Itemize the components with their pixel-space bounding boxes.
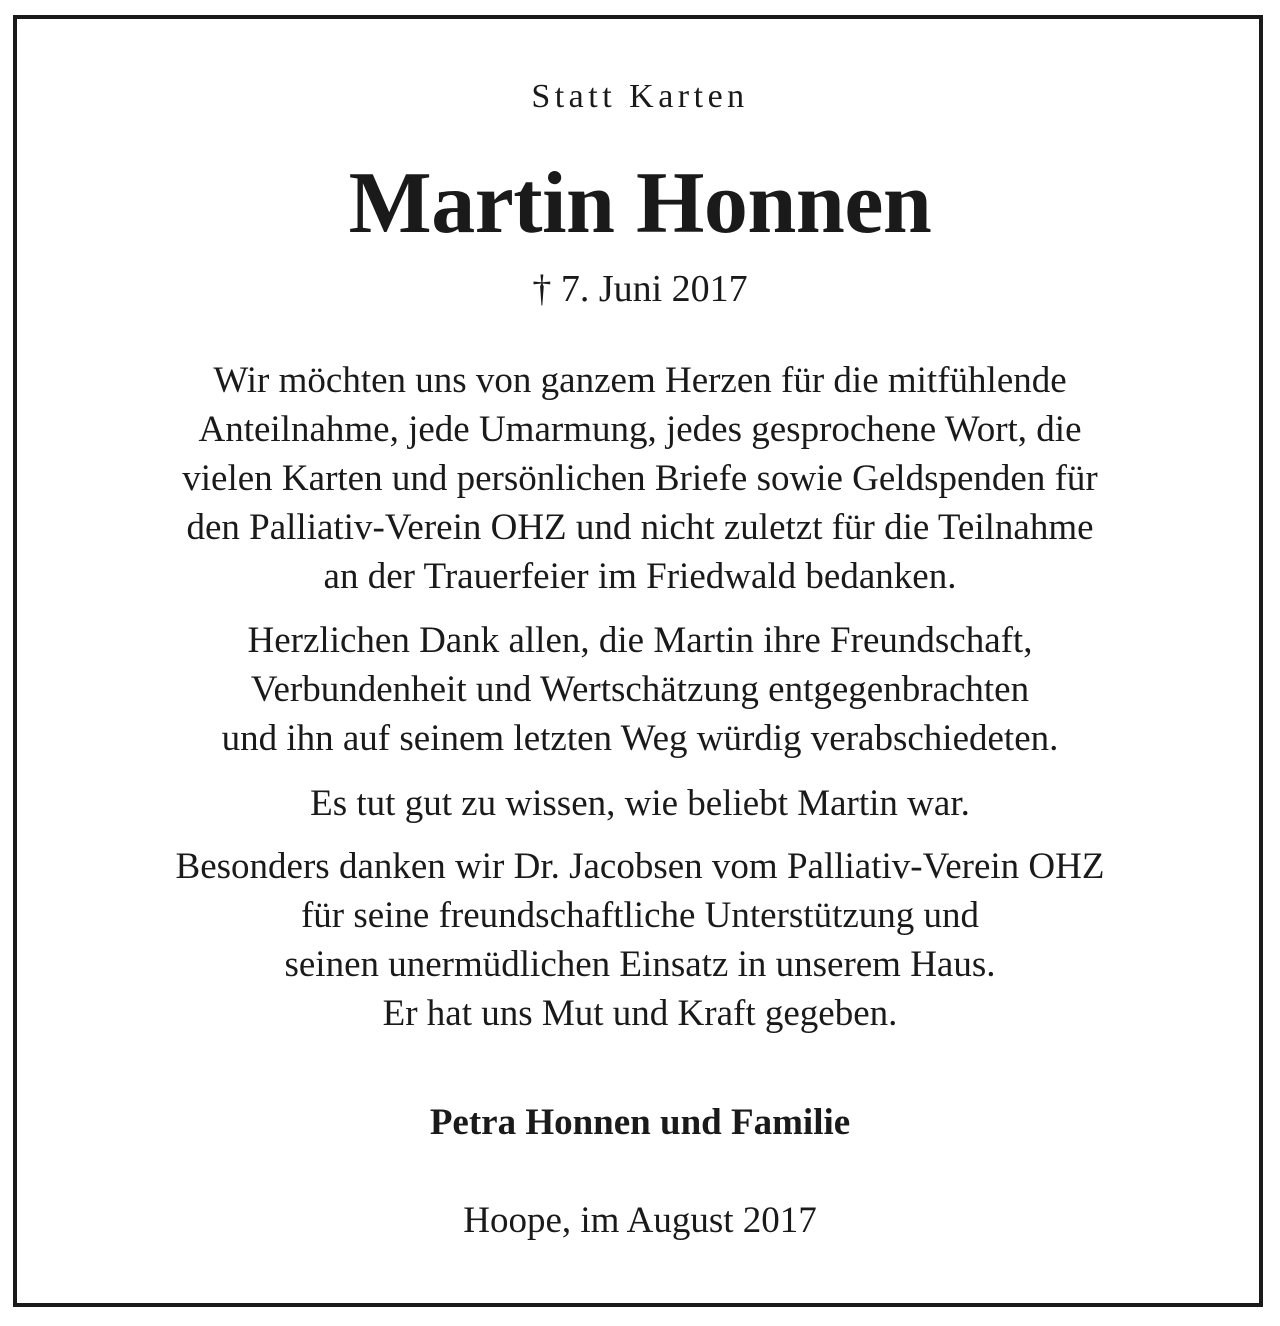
body-line: Wir möchten uns von ganzem Herzen für die mitfühlende	[213, 360, 1067, 401]
body-line: den Palliativ-Verein OHZ und nicht zuletzt für die Teilnahme	[186, 507, 1094, 548]
deceased-name: Martin Honnen	[348, 155, 932, 252]
body-line: Anteilnahme, jede Umarmung, jedes gesprochene Wort, die	[198, 409, 1082, 450]
body-line: Er hat uns Mut und Kraft gegeben.	[382, 993, 898, 1034]
death-date: † 7. Juni 2017	[532, 268, 748, 310]
body-line: für seine freundschaftliche Unterstützung und	[300, 895, 980, 936]
body-line: Es tut gut zu wissen, wie beliebt Martin war.	[310, 783, 970, 824]
body-line: Besonders danken wir Dr. Jacobsen vom Palliativ-Verein OHZ	[175, 846, 1105, 887]
place-date: Hoope, im August 2017	[463, 1200, 817, 1241]
body-line: Verbundenheit und Wertschätzung entgegenbrachten	[250, 669, 1030, 710]
body-line: seinen unermüdlichen Einsatz in unserem Haus.	[284, 944, 996, 985]
body-line: an der Trauerfeier im Friedwald bedanken.	[323, 556, 957, 597]
notice-kicker: Statt Karten	[531, 78, 749, 115]
body-line: Herzlichen Dank allen, die Martin ihre Freundschaft,	[247, 620, 1033, 661]
body-line: und ihn auf seinem letzten Weg würdig verabschiedeten.	[221, 718, 1059, 759]
signature: Petra Honnen und Familie	[429, 1102, 851, 1143]
body-line: vielen Karten und persönlichen Briefe sowie Geldspenden für	[182, 458, 1098, 499]
